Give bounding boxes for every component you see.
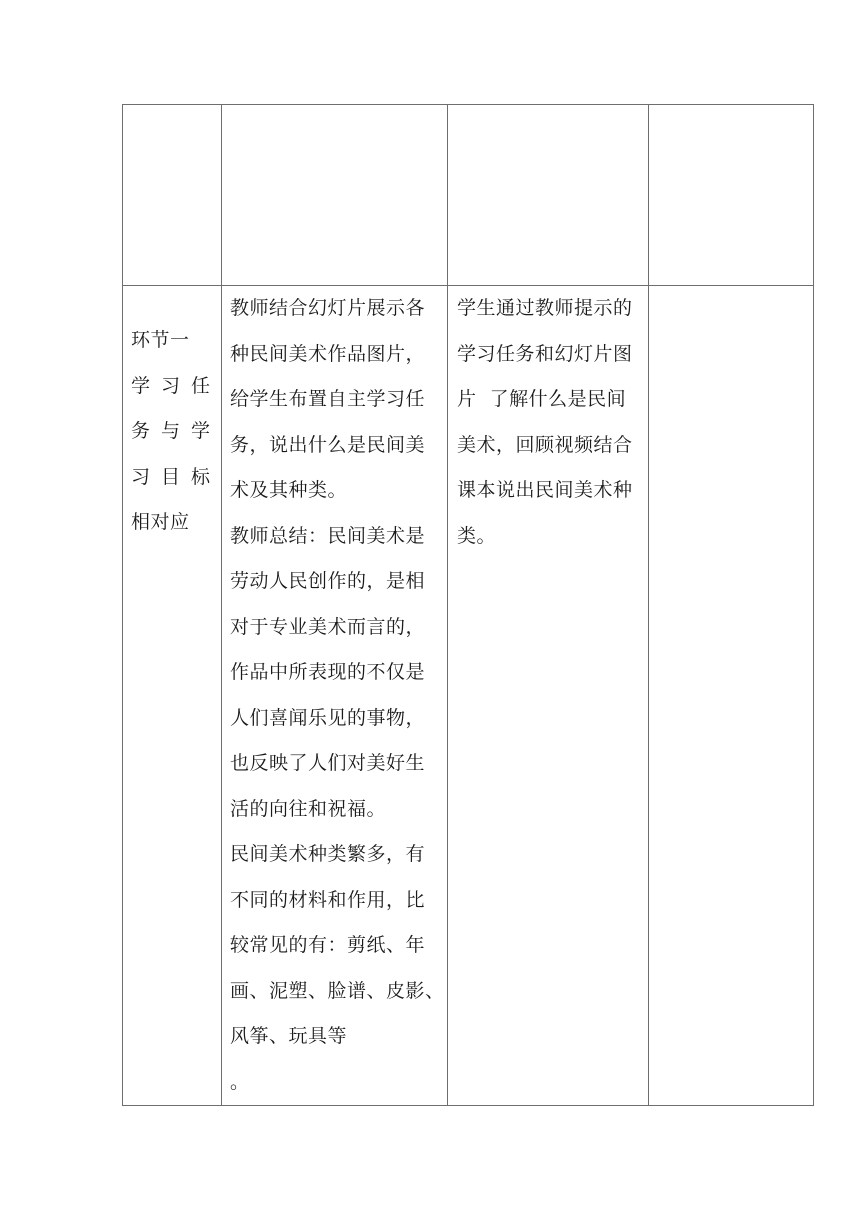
student-line: 片 了解什么是民间 — [457, 388, 627, 410]
table-row-empty — [123, 105, 814, 286]
stage-line: 环节一 — [131, 329, 190, 351]
empty-cell — [222, 105, 448, 286]
teacher-line: 较常见的有：剪纸、年 — [230, 934, 426, 956]
stage-line: 务与学 — [131, 420, 222, 442]
stage-cell — [123, 286, 222, 1106]
teacher-line: 务，说出什么是民间美 — [230, 433, 426, 456]
teacher-line: 风筝、玩具等 — [230, 1025, 348, 1047]
teacher-activity-cell — [222, 286, 448, 1106]
stage-line: 学习任 — [131, 374, 222, 397]
student-activity-cell — [448, 286, 649, 1106]
empty-cell — [649, 286, 814, 1106]
teacher-line: 种民间美术作品图片， — [230, 342, 426, 365]
teacher-line: 活的向往和祝福。 — [230, 797, 387, 820]
stage-line: 习目标 — [131, 465, 222, 488]
teacher-line: 也反映了人们对美好生 — [230, 752, 426, 774]
teacher-line: 作品中所表现的不仅是 — [230, 661, 426, 683]
stage-line: 相对应 — [131, 511, 190, 533]
teacher-line: 对于专业美术而言的， — [230, 615, 426, 638]
teacher-line: 画、泥塑、脸谱、皮影、 — [230, 979, 445, 1002]
teacher-line: 劳动人民创作的，是相 — [230, 570, 426, 592]
stage-text — [123, 286, 221, 546]
teacher-line: 术及其种类。 — [230, 479, 348, 501]
student-line: 学生通过教师提示的 — [457, 297, 633, 319]
student-line: 美术，回顾视频结合 — [457, 433, 633, 456]
teacher-activity-text — [222, 286, 447, 1105]
teacher-line: 给学生布置自主学习任 — [230, 388, 426, 410]
empty-cell — [649, 105, 814, 286]
student-line: 类。 — [457, 524, 497, 547]
teacher-line: 教师总结：民间美术是 — [230, 524, 426, 547]
teacher-line: 。 — [230, 1070, 250, 1093]
teacher-line: 民间美术种类繁多，有 — [230, 843, 426, 865]
lesson-plan-table — [122, 104, 814, 1106]
teacher-line: 不同的材料和作用，比 — [230, 888, 426, 911]
teacher-line: 人们喜闻乐见的事物， — [230, 706, 426, 729]
empty-cell — [448, 105, 649, 286]
table-row-stage-one — [123, 286, 814, 1106]
empty-cell — [123, 105, 222, 286]
student-line: 学习任务和幻灯片图 — [457, 342, 633, 365]
teacher-line: 教师结合幻灯片展示各 — [230, 297, 426, 319]
student-activity-text — [448, 286, 648, 559]
student-line: 课本说出民间美术种 — [457, 479, 633, 501]
